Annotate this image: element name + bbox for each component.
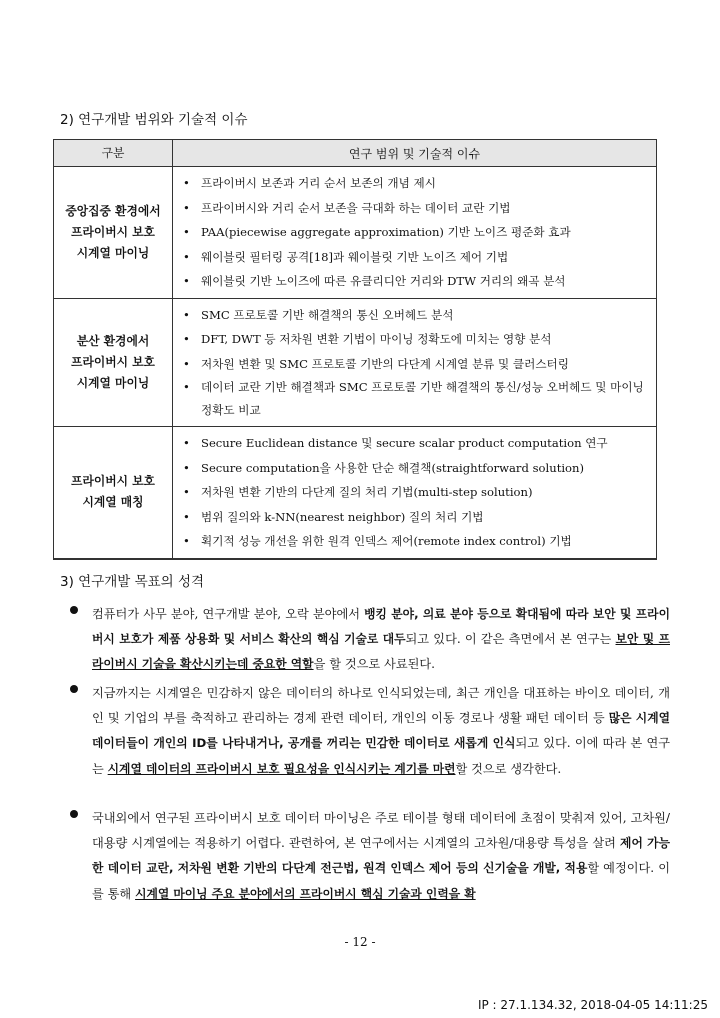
list-item: • 범위 질의와 k-NN(nearest neighbor) 질의 처리 기법: [183, 505, 656, 530]
section-2-title: 2) 연구개발 범위와 기술적 이슈: [60, 112, 248, 128]
paragraph-1: [70, 602, 670, 678]
table-row: [54, 298, 657, 427]
header-category: 구분: [54, 140, 173, 167]
text-run: 되고 있다. 이 같은 측면에서 본 연구는: [405, 632, 616, 647]
text-run: 되고 있다. 이에 따라 본 연구는: [92, 736, 671, 776]
text-run: 지금까지는 시계열은 민감하지 않은 데이터의 하나로 인식되었는데, 최근 개인을 대표하는 바이오 데이터, 개인 및 기업의 부를 축적하고 관리하는 경제 관련 데이터, 개인의 이동 경로나 생활 패턴 데이터 등: [92, 686, 670, 726]
paragraph-3: [70, 806, 670, 907]
category-line: 중앙집중 환경에서: [65, 203, 161, 218]
category-line: 프라이버시 보호: [71, 474, 155, 489]
list-item: • DFT, DWT 등 저차원 변환 기법이 마이닝 정확도에 미치는 영향 분석: [183, 327, 656, 352]
emphasis: 뱅킹 분야, 의료 분야 등으로 확대됨에 따라 보안 및 프라이버시 보호가 제품 상용화 및 서비스 확산의 핵심 기술로 대두: [92, 607, 670, 647]
paragraph-2: [70, 681, 670, 782]
emphasis-underlined: 보안 및 프라이버시 기술을 확산시키는데 중요한 역할: [92, 632, 670, 672]
category-line: 프라이버시 보호: [71, 224, 155, 239]
list-item: • SMC 프로토콜 기반 해결책의 통신 오버헤드 분석: [183, 303, 656, 328]
category-line: 프라이버시 보호: [71, 354, 155, 369]
category-line: 시계열 매칭: [82, 495, 144, 510]
header-scope: 연구 범위 및 기술적 이슈: [173, 140, 657, 167]
list-item: • 획기적 성능 개선을 위한 원격 인덱스 제어(remote index control) 기법: [183, 529, 656, 554]
list-item: • 데이터 교란 기반 해결책과 SMC 프로토콜 기반 해결책의 통신/성능 오버헤드 및 마이닝 정확도 비교: [183, 376, 656, 422]
row-items: [173, 298, 657, 427]
page-number: - 12 -: [344, 935, 376, 949]
category-line: 시계열 마이닝: [76, 375, 150, 390]
list-item: • 저차원 변환 및 SMC 프로토콜 기반의 다단계 시계열 분류 및 클러스터링: [183, 352, 656, 377]
emphasis-underlined: 시계열 마이닝 주요 분야에서의 프라이버시 핵심 기술과 인력을 확: [135, 886, 476, 901]
text-run: 할 예정이다. 이를 통해: [92, 861, 670, 901]
research-scope-table: [53, 139, 657, 560]
emphasis: 제어 가능한 데이터 교란, 저차원 변환 기반의 다단계 전근법, 원격 인덱스 제어 등의 신기술을 개발, 적용: [92, 836, 670, 876]
list-item: • Secure Euclidean distance 및 secure scalar product computation 연구: [183, 431, 656, 456]
list-item: • 프라이버시 보존과 거리 순서 보존의 개념 제시: [183, 171, 656, 196]
text-run: 할 것으로 생각한다.: [455, 761, 562, 776]
row-items: [173, 427, 657, 559]
bullet-icon: [70, 810, 78, 818]
list-item: • Secure computation을 사용한 단순 해결책(straightforward solution): [183, 456, 656, 481]
paragraph-text: [92, 602, 670, 678]
row-category: [54, 427, 173, 559]
paragraph-text: [92, 681, 670, 782]
section-3-title: 3) 연구개발 목표의 성격: [60, 574, 205, 590]
list-item: • 저차원 변환 기반의 다단계 질의 처리 기법(multi-step solution): [183, 480, 656, 505]
bullet-icon: [70, 685, 78, 693]
footer-ip-timestamp: IP : 27.1.134.32, 2018-04-05 14:11:25: [477, 998, 708, 1012]
category-line: 분산 환경에서: [76, 333, 150, 348]
text-run: 컴퓨터가 사무 분야, 연구개발 분야, 오락 분야에서: [92, 607, 365, 621]
list-item: • 프라이버시와 거리 순서 보존을 극대화 하는 데이터 교란 기법: [183, 196, 656, 221]
paragraph-text: [92, 806, 670, 907]
table-row: [54, 427, 657, 559]
emphasis-underlined: 시계열 데이터의 프라이버시 보호 필요성을 인식시키는 계기를 마련: [107, 761, 456, 776]
row-category: [54, 298, 173, 427]
list-item: • PAA(piecewise aggregate approximation) 기반 노이즈 평준화 효과: [183, 220, 656, 245]
bullet-icon: [70, 606, 78, 614]
row-items: [173, 167, 657, 299]
list-item: • 웨이블릿 필터링 공격[18]과 웨이블릿 기반 노이즈 제어 기법: [183, 245, 656, 270]
emphasis: 많은 시계열 데이터들이 개인의 ID를 나타내거나, 공개를 꺼리는 민감한 데이터로 새롭게 인식: [92, 711, 670, 751]
text-run: 국내외에서 연구된 프라이버시 보호 데이터 마이닝은 주로 테이블 형태 데이터에 초점이 맞춰져 있어, 고차원/대용량 시계열에는 적용하기 어렵다. 관련하여, 본 연구에서는 시계열의 고차원/대용량 특성을 살려: [92, 811, 670, 851]
list-item: • 웨이블릿 기반 노이즈에 따른 유클리디안 거리와 DTW 거리의 왜곡 분석: [183, 269, 656, 294]
row-category: [54, 167, 173, 299]
text-run: 을 할 것으로 사료된다.: [313, 657, 436, 672]
table-row: [54, 167, 657, 299]
table-header-row: [54, 140, 657, 167]
category-line: 시계열 마이닝: [76, 245, 150, 260]
